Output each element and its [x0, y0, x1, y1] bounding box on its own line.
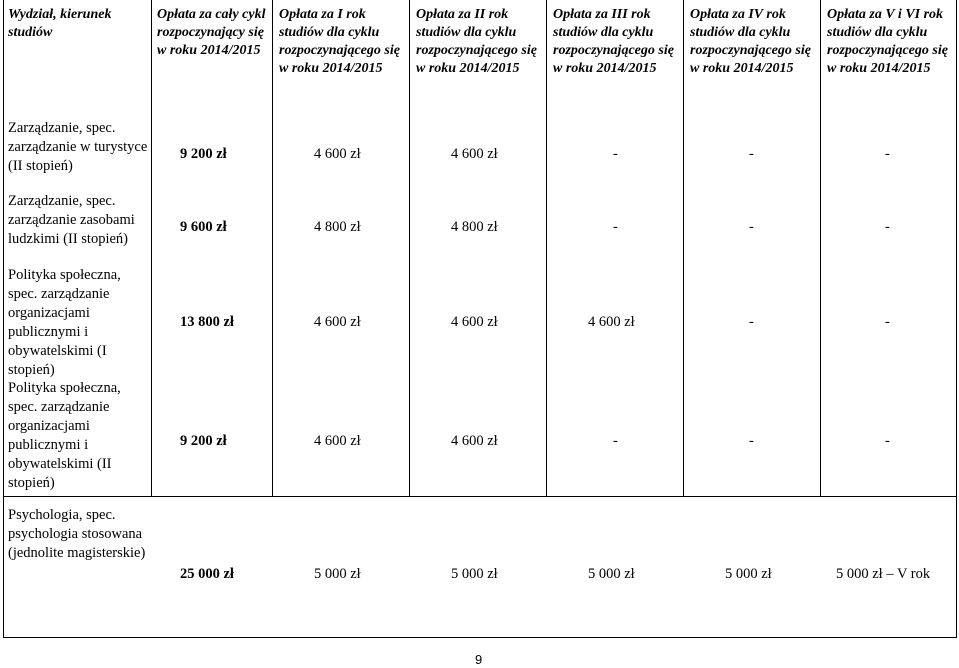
column-divider [820, 0, 821, 496]
column-divider [272, 0, 273, 496]
fee-year-5-6: - [885, 219, 890, 235]
header-total-fee: Opłata za cały cykl rozpoczynający się w roku 2014/2015 [157, 7, 266, 58]
column-divider [409, 0, 410, 496]
fee-year-1: 4 600 zł [314, 433, 361, 449]
page-number: 9 [475, 652, 483, 667]
column-divider [683, 0, 684, 496]
fee-year-4: - [749, 146, 754, 162]
fee-year-3: - [613, 433, 618, 449]
total-fee-value: 9 200 zł [180, 433, 227, 449]
program-label: Polityka społeczna, spec. zarządzanie organizacjami publicznymi i obywatelskimi (II stopień) [8, 380, 121, 491]
fee-year-4: - [749, 219, 754, 235]
program-label: Zarządzanie, spec. zarządzanie w turystyce (II stopień) [8, 120, 148, 174]
header-year-4: Opłata za IV rok studiów dla cyklu rozpoczynającego się w roku 2014/2015 [690, 7, 811, 76]
total-fee-value: 13 800 zł [180, 314, 234, 330]
fee-year-2: 5 000 zł [451, 566, 498, 582]
fee-year-4: 5 000 zł [725, 566, 772, 582]
total-fee-value: 9 200 zł [180, 146, 227, 162]
fee-year-3: 5 000 zł [588, 566, 635, 582]
row-divider [3, 496, 957, 497]
fee-year-3: 4 600 zł [588, 314, 635, 330]
fee-year-4: - [749, 433, 754, 449]
fee-year-4: - [749, 314, 754, 330]
column-divider [151, 0, 152, 496]
table-border-bottom [3, 637, 957, 638]
fee-year-2: 4 600 zł [451, 433, 498, 449]
fee-year-1: 4 600 zł [314, 146, 361, 162]
header-year-5-6: Opłata za V i VI rok studiów dla cyklu rozpoczynającego się w roku 2014/2015 [827, 7, 948, 76]
program-label: Psychologia, spec. psychologia stosowana (jednolite magisterskie) [8, 507, 146, 561]
total-fee-value: 25 000 zł [180, 566, 234, 582]
header-year-2: Opłata za II rok studiów dla cyklu rozpoczynającego się w roku 2014/2015 [416, 7, 537, 76]
table-border-left [3, 0, 4, 638]
header-program: Wydział, kierunek studiów [8, 7, 112, 40]
fee-year-2: 4 600 zł [451, 146, 498, 162]
fee-year-3: - [613, 219, 618, 235]
program-label: Polityka społeczna, spec. zarządzanie organizacjami publicznymi i obywatelskimi (I stopień) [8, 267, 121, 378]
header-year-1: Opłata za I rok studiów dla cyklu rozpoczynającego się w roku 2014/2015 [279, 7, 400, 76]
fee-year-1: 5 000 zł [314, 566, 361, 582]
fee-year-1: 4 600 zł [314, 314, 361, 330]
fee-year-5-6: - [885, 433, 890, 449]
table-border-right [956, 0, 957, 638]
fee-year-5-6: - [885, 146, 890, 162]
fee-year-2: 4 800 zł [451, 219, 498, 235]
total-fee-value: 9 600 zł [180, 219, 227, 235]
program-label: Zarządzanie, spec. zarządzanie zasobami ludzkimi (II stopień) [8, 193, 135, 247]
fee-year-5-6: - [885, 314, 890, 330]
fee-year-1: 4 800 zł [314, 219, 361, 235]
column-divider [546, 0, 547, 496]
fee-year-3: - [613, 146, 618, 162]
fee-year-2: 4 600 zł [451, 314, 498, 330]
header-year-3: Opłata za III rok studiów dla cyklu rozpoczynającego się w roku 2014/2015 [553, 7, 674, 76]
fee-year-5-6: 5 000 zł – V rok [836, 566, 931, 582]
